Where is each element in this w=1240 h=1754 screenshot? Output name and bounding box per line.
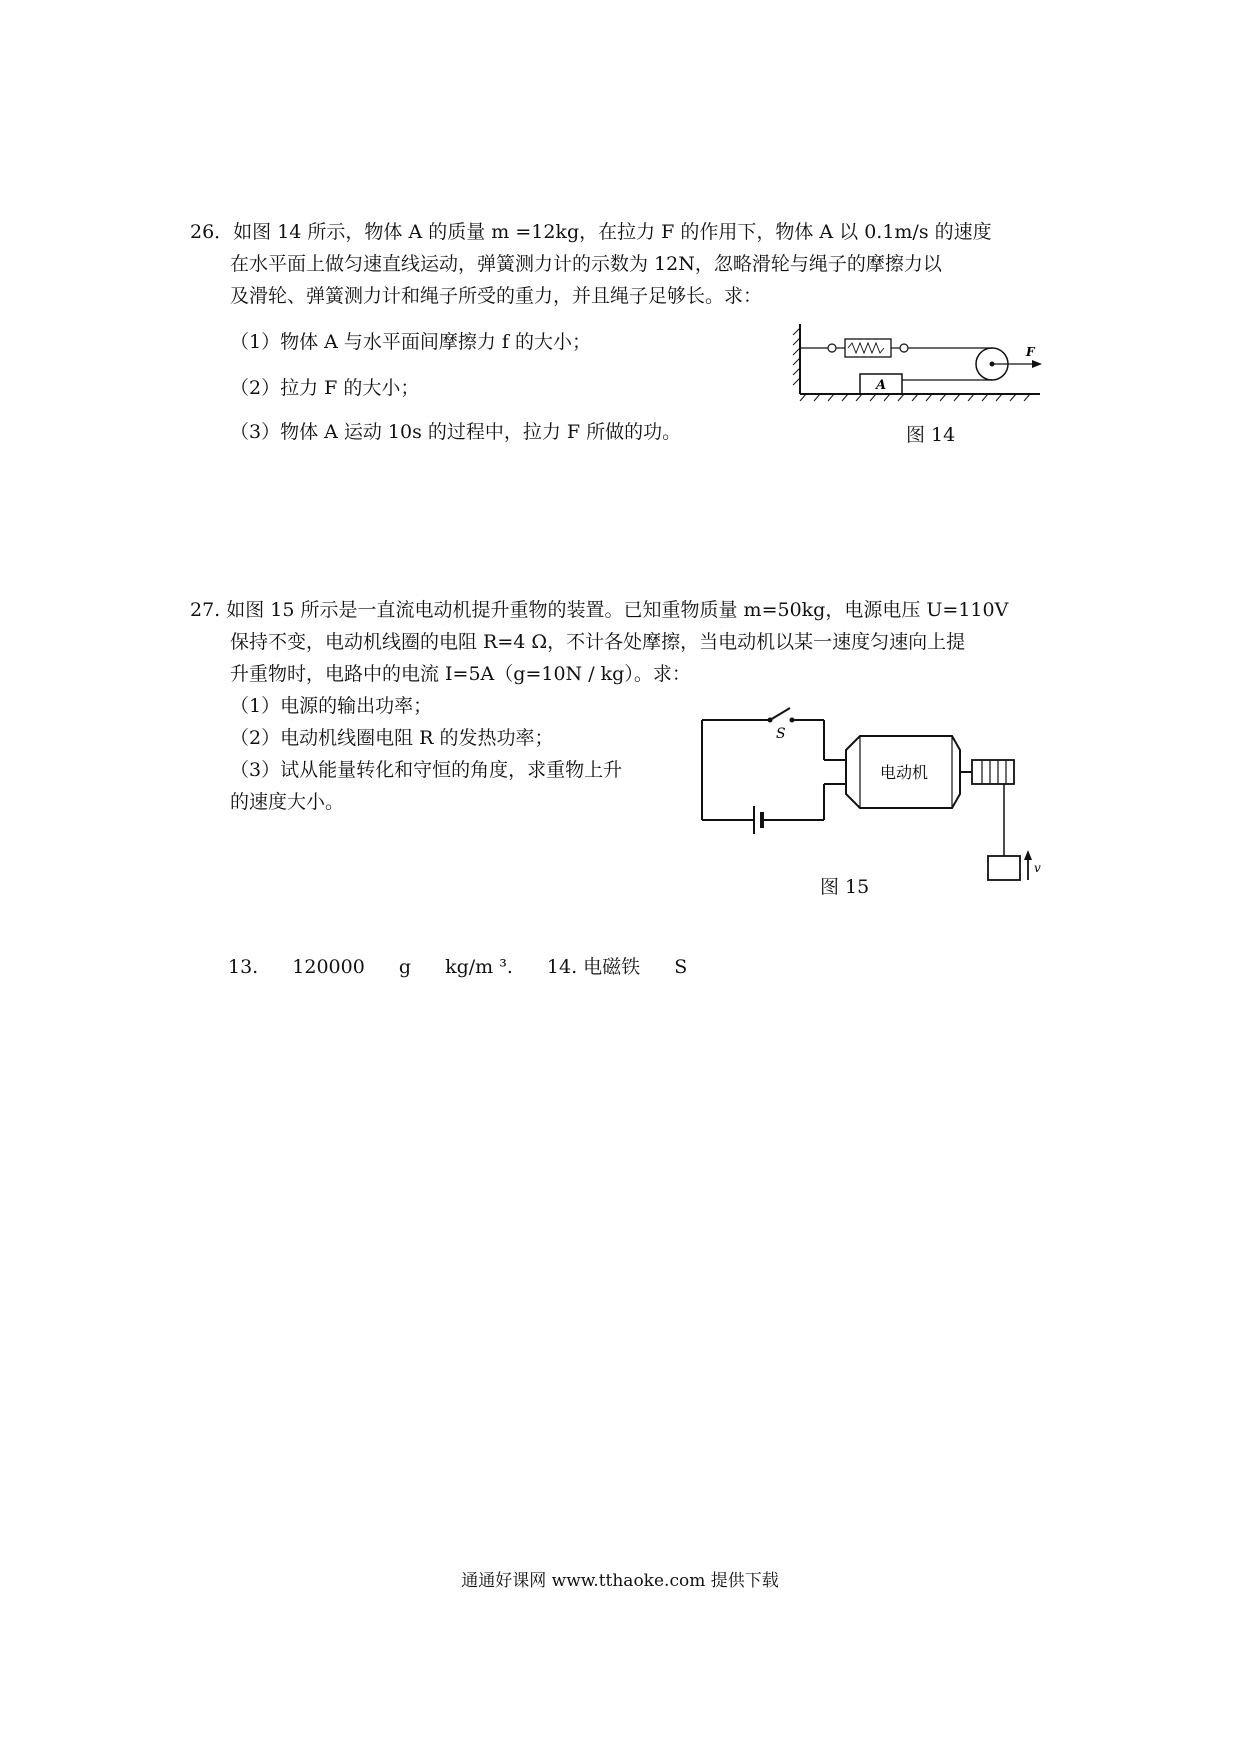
q26-line-1: 26．如图 14 所示，物体 A 的质量 m =12kg，在拉力 F 的作用下，物体 A 以 0.1m/s 的速度 — [190, 221, 992, 243]
q26-sub-3: （3）物体 A 运动 10s 的过程中，拉力 F 所做的功。 — [230, 421, 682, 443]
q27-sub-3: （3）试从能量转化和守恒的角度，求重物上升 — [230, 759, 623, 781]
q27-sub-2: （2）电动机线圈电阻 R 的发热功率； — [230, 727, 554, 749]
answer-14-pole: S — [674, 956, 688, 978]
figure-15-motor-label: 电动机 — [880, 763, 929, 782]
answer-13-label: 13. — [228, 956, 259, 978]
q26-sub-1: （1）物体 A 与水平面间摩擦力 f 的大小； — [230, 331, 592, 353]
q26-line-2: 在水平面上做匀速直线运动，弹簧测力计的示数为 12N，忽略滑轮与绳子的摩擦力以 — [230, 253, 942, 275]
figure-14 — [790, 322, 1060, 402]
figure-14-caption: 图 14 — [906, 424, 956, 446]
q27-sub-4: 的速度大小。 — [230, 791, 345, 813]
figure-15-velocity-label: v — [1034, 861, 1041, 875]
answer-13-value: 120000 — [292, 956, 365, 978]
q27-line-2: 保持不变，电动机线圈的电阻 R=4 Ω，不计各处摩擦，当电动机以某一速度匀速向上提 — [230, 631, 966, 653]
figure-14-force-label: F — [1026, 345, 1035, 359]
q26-line-3: 及滑轮、弹簧测力计和绳子所受的重力，并且绳子足够长。求： — [230, 285, 763, 307]
q27-line-3: 升重物时，电路中的电流 I=5A（g=10N / kg）。求： — [230, 663, 691, 685]
figure-14-block-label: A — [876, 378, 887, 393]
answer-14: 14. 电磁铁 — [546, 956, 641, 978]
q27-line-1: 27. 如图 15 所示是一直流电动机提升重物的装置。已知重物质量 m=50kg，电源电压 U=110V — [190, 599, 1009, 621]
answer-13-unit-1: g — [398, 956, 412, 978]
figure-15 — [690, 700, 1070, 890]
figure-15-caption: 图 15 — [820, 876, 870, 898]
answer-13-unit-2: kg/m ³. — [445, 956, 513, 978]
figure-15-switch-label: S — [776, 726, 786, 742]
answers-line — [228, 952, 715, 979]
footer-source: 通通好课网 www.tthaoke.com 提供下载 — [461, 1571, 779, 1591]
q27-sub-1: （1）电源的输出功率； — [230, 695, 433, 717]
q26-sub-2: （2）拉力 F 的大小； — [230, 377, 420, 399]
